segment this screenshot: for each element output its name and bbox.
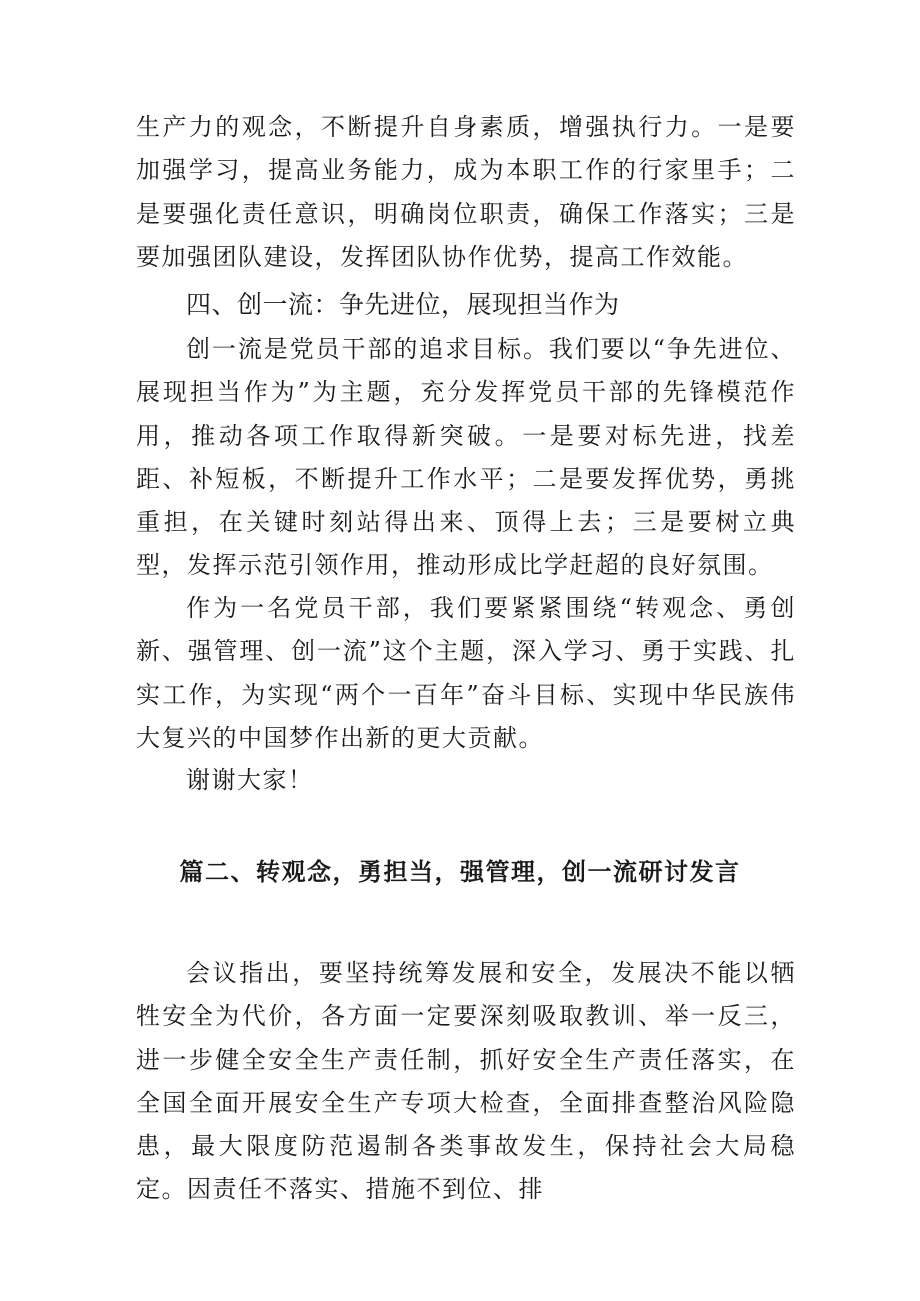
paragraph-conclusion: 作为一名党员干部，我们要紧紧围绕“转观念、勇创新、强管理、创一流”这个主题，深入学习、勇于实践、扎实工作，为实现“两个一百年”奋斗目标、实现中华民族伟大复兴的中国梦作出新的更大贡献。: [136, 594, 796, 752]
paragraph-continuation: 生产力的观念，不断提升自身素质，增强执行力。一是要加强学习，提高业务能力，成为本职工作的行家里手；二是要强化责任意识，明确岗位职责，确保工作落实；三是要加强团队建设，发挥团队协作优势，提高工作效能。: [136, 113, 796, 271]
paragraph-create-first-class: 创一流是党员干部的追求目标。我们要以“争先进位、展现担当作为”为主题，充分发挥党员干部的先锋模范作用，推动各项工作取得新突破。一是要对标先进，找差距、补短板，不断提升工作水平；二是要发挥优势，勇挑重担，在关键时刻站得出来、顶得上去；三是要树立典型，发挥示范引领作用，推动形成比学赶超的良好氛围。: [136, 335, 796, 580]
closing-thanks: 谢谢大家！: [186, 766, 314, 794]
article-2-title: 篇二、转观念，勇担当，强管理，创一流研讨发言: [179, 857, 741, 886]
section-4-heading: 四、创一流：争先进位，展现担当作为: [186, 290, 620, 319]
paragraph-meeting-notes: 会议指出，要坚持统筹发展和安全，发展决不能以牺牲安全为代价，各方面一定要深刻吸取教训、举一反三，进一步健全安全生产责任制，抓好安全生产责任落实，在全国全面开展安全生产专项大检查，全面排查整治风险隐患，最大限度防范遏制各类事故发生，保持社会大局稳定。因责任不落实、措施不到位、排: [136, 959, 796, 1204]
